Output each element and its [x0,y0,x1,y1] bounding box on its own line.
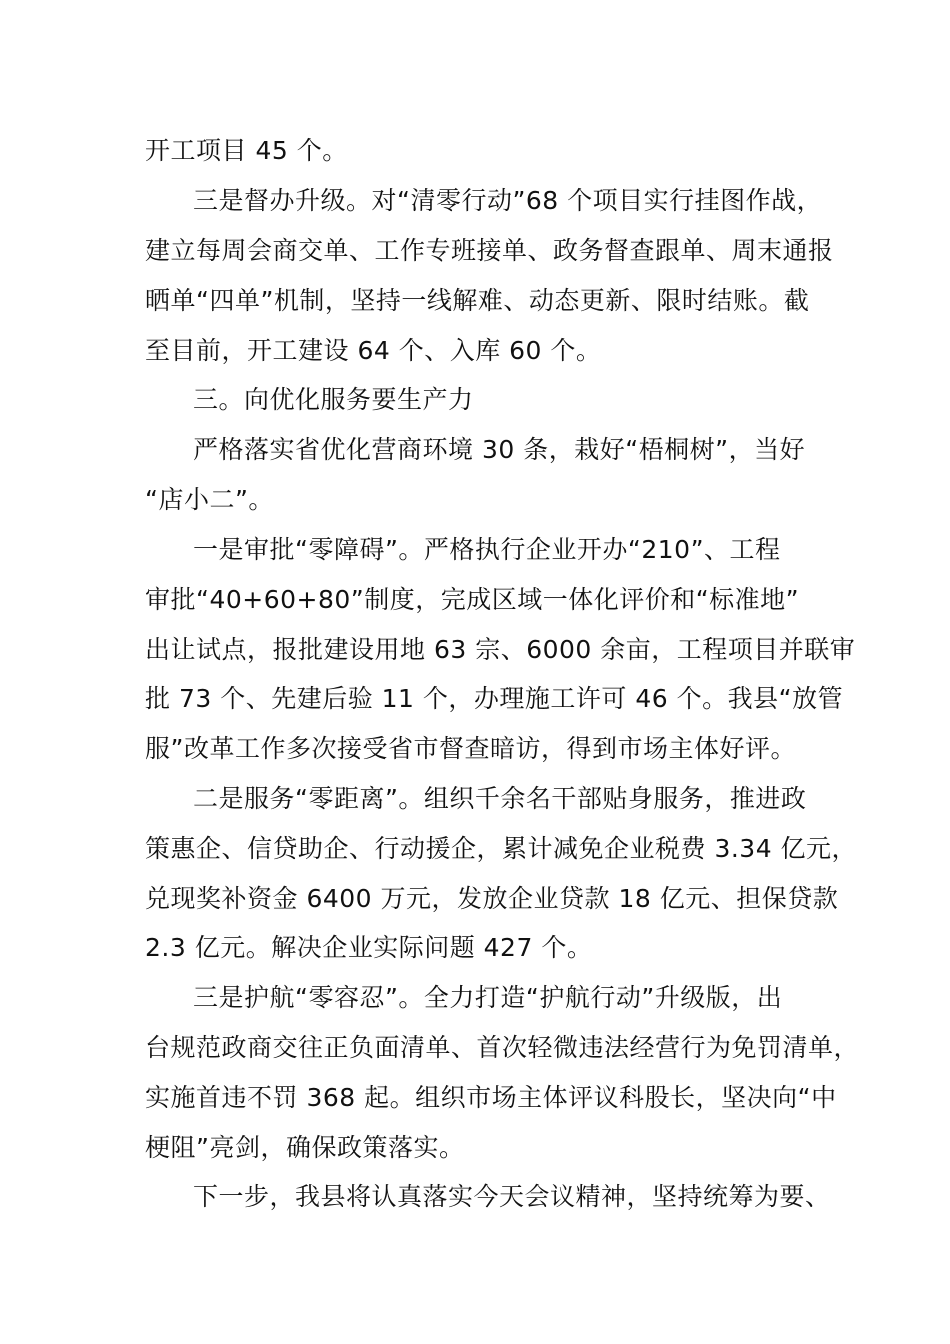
paragraph-start-line: 严格落实省优化营商环境 30 条，栽好“梧桐树”，当好 [193,435,806,464]
text-line: 实施首违不罚 368 起。组织市场主体评议科股长，坚决向“中 [145,1083,837,1112]
paragraph-start-line: 一是审批“零障碍”。严格执行企业开办“210”、工程 [193,535,781,564]
text-line: 批 73 个、先建后验 11 个，办理施工许可 46 个。我县“放管 [145,684,844,713]
text-line: 服”改革工作多次接受省市督查暗访，得到市场主体好评。 [145,734,796,763]
text-line: 兑现奖补资金 6400 万元，发放企业贷款 18 亿元、担保贷款 [145,884,839,913]
text-line: 建立每周会商交单、工作专班接单、政务督查跟单、周末通报 [145,236,834,265]
paragraph-start-line: 下一步，我县将认真落实今天会议精神，坚持统筹为要、 [193,1182,831,1211]
paragraph-start-line: 三是护航“零容忍”。全力打造“护航行动”升级版，出 [193,983,783,1012]
text-line: 开工项目 45 个。 [145,136,348,165]
text-line: 至目前，开工建设 64 个、入库 60 个。 [145,336,602,365]
section-heading: 三。向优化服务要生产力 [193,385,474,414]
text-line: 策惠企、信贷助企、行动援企，累计减免企业税费 3.34 亿元， [145,834,858,863]
text-line: 晒单“四单”机制，坚持一线解难、动态更新、限时结账。截 [145,286,810,315]
text-line: 台规范政商交往正负面清单、首次轻微违法经营行为免罚清单， [145,1033,860,1062]
paragraph-start-line: 三是督办升级。对“清零行动”68 个项目实行挂图作战， [193,186,823,215]
text-line: 审批“40+60+80”制度，完成区域一体化评价和“标准地” [145,585,800,614]
text-line: “店小二”。 [145,485,274,514]
text-line: 出让试点，报批建设用地 63 宗、6000 余亩，工程项目并联审 [145,635,856,664]
text-line: 梗阻”亮剑，确保政策落实。 [145,1133,465,1162]
paragraph-start-line: 二是服务“零距离”。组织千余名干部贴身服务，推进政 [193,784,807,813]
text-line: 2.3 亿元。解决企业实际问题 427 个。 [145,933,593,962]
